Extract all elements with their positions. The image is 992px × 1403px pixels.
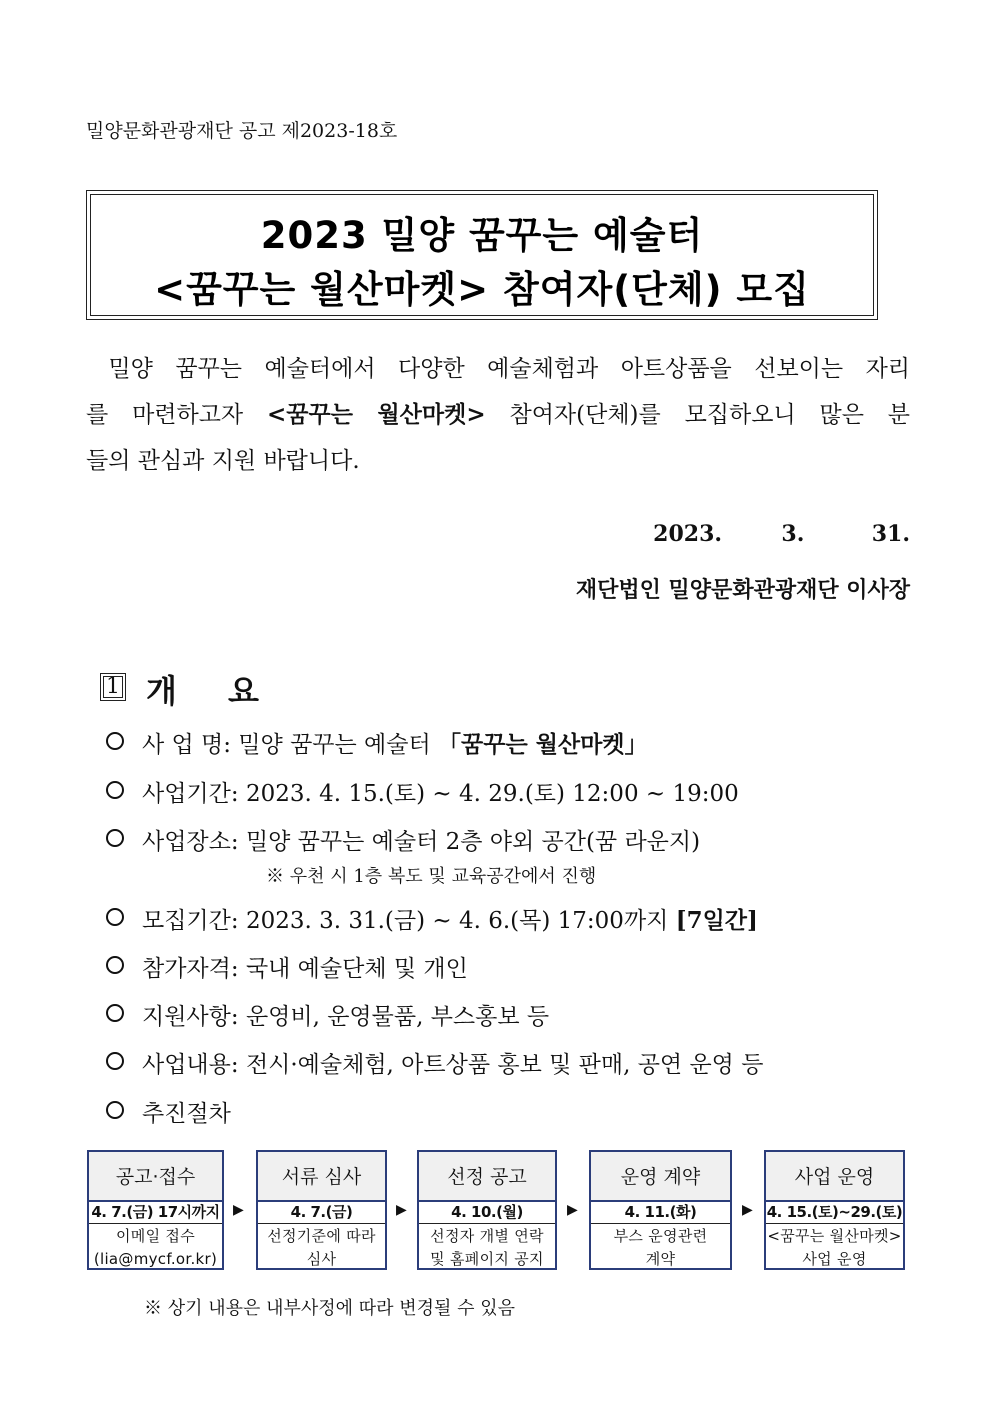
step-desc-1: 선정기준에 따라	[267, 1227, 376, 1245]
step-title: 공고·접수	[89, 1152, 222, 1202]
overview-item-place	[106, 823, 700, 856]
item-label: 사 업 명:	[142, 732, 232, 758]
date-day: 31.	[871, 521, 910, 547]
step-desc-2: (lia@mycf.or.kr)	[93, 1250, 218, 1268]
step-desc-1: 이메일 접수	[115, 1227, 196, 1245]
item-value: 국내 예술단체 및 개인	[245, 956, 468, 982]
step-desc-2: 사업 운영	[802, 1250, 867, 1268]
arrow-right-icon: ▶	[396, 1202, 407, 1218]
circle-bullet-icon	[106, 781, 124, 799]
item-value: 밀양 꿈꾸는 예술터	[238, 732, 439, 758]
overview-item-content	[106, 1046, 763, 1079]
place-note: ※ 우천 시 1층 복도 및 교육공간에서 진행	[266, 866, 597, 887]
notice-number: 밀양문화관광재단 공고 제2023-18호	[86, 120, 398, 142]
intro-text-1: 밀양 꿈꾸는 예술터에서 다양한 예술체험과 아트상품을 선보이는 자리	[108, 356, 911, 382]
overview-item-procedure	[106, 1095, 231, 1128]
title-box	[86, 190, 878, 320]
step-title: 서류 심사	[258, 1152, 385, 1202]
footnote: ※ 상기 내용은 내부사정에 따라 변경될 수 있음	[144, 1298, 516, 1319]
intro-line-1	[86, 354, 910, 384]
item-label: 사업장소:	[142, 829, 239, 855]
overview-item-project	[106, 726, 648, 759]
step-title: 사업 운영	[766, 1152, 903, 1202]
item-label: 사업기간:	[142, 781, 239, 807]
procedure-step	[589, 1150, 732, 1270]
intro-market-name: <꿈꾸는 월산마켓>	[267, 401, 486, 428]
date-year: 2023.	[653, 521, 723, 547]
circle-bullet-icon	[106, 732, 124, 750]
overview-item-qualification	[106, 950, 468, 983]
section-title: 개 요	[146, 672, 279, 710]
step-desc-1: <꿈꾸는 월산마켓>	[767, 1227, 902, 1245]
circle-bullet-icon	[106, 1004, 124, 1022]
circle-bullet-icon	[106, 956, 124, 974]
step-desc-1: 선정자 개별 연락	[430, 1227, 544, 1245]
item-label: 사업내용:	[142, 1052, 239, 1078]
procedure-step	[87, 1150, 224, 1270]
item-label: 추진절차	[142, 1101, 231, 1127]
section-number-text: 1	[106, 674, 120, 699]
item-value: 2023. 3. 31.(금) ~ 4. 6.(목) 17:00까지	[245, 908, 676, 934]
step-title: 운영 계약	[591, 1152, 730, 1202]
intro-text-2a: 를 마련하고자	[86, 402, 267, 428]
item-label: 모집기간:	[142, 908, 239, 934]
notice-date	[653, 521, 910, 547]
circle-bullet-icon	[106, 1052, 124, 1070]
title-line-2: <꿈꾸는 월산마켓> 참여자(단체) 모집	[154, 268, 810, 311]
procedure-step	[764, 1150, 905, 1270]
item-value: 2023. 4. 15.(토) ~ 4. 29.(토) 12:00 ~ 19:00	[245, 781, 739, 807]
overview-item-recruit	[106, 902, 758, 935]
step-date: 4. 11.(화)	[591, 1202, 730, 1224]
overview-item-period	[106, 775, 739, 808]
step-title: 선정 공고	[419, 1152, 555, 1202]
step-desc-2: 심사	[306, 1250, 337, 1268]
item-value: 전시·예술체험, 아트상품 홍보 및 판매, 공연 운영 등	[245, 1052, 764, 1078]
step-desc-2: 계약	[645, 1250, 676, 1268]
item-value: 밀양 꿈꾸는 예술터 2층 야외 공간(꿈 라운지)	[245, 829, 701, 855]
intro-text-2b: 참여자(단체)를 모집하오니 많은 분	[485, 402, 911, 428]
circle-bullet-icon	[106, 908, 124, 926]
circle-bullet-icon	[106, 829, 124, 847]
date-month: 3.	[781, 521, 805, 547]
step-date: 4. 7.(금)	[258, 1202, 385, 1224]
item-label: 참가자격:	[142, 956, 239, 982]
item-value-bold: [7일간]	[675, 907, 758, 934]
item-value: 운영비, 운영물품, 부스홍보 등	[245, 1004, 550, 1030]
overview-item-support	[106, 998, 549, 1031]
title-line-1: 2023 밀양 꿈꾸는 예술터	[260, 214, 704, 257]
procedure-step	[256, 1150, 387, 1270]
section-number	[100, 673, 126, 701]
item-value-bold: 「꿈꾸는 월산마켓」	[438, 732, 648, 758]
item-label: 지원사항:	[142, 1004, 239, 1030]
intro-line-3: 들의 관심과 지원 바랍니다.	[86, 448, 360, 474]
arrow-right-icon: ▶	[233, 1202, 244, 1218]
procedure-step	[417, 1150, 557, 1270]
step-desc-1: 부스 운영관련	[613, 1227, 708, 1245]
step-date: 4. 15.(토)~29.(토)	[766, 1202, 903, 1224]
arrow-right-icon: ▶	[742, 1202, 753, 1218]
intro-line-2	[86, 400, 910, 430]
step-date: 4. 7.(금) 17시까지	[89, 1202, 222, 1224]
step-date: 4. 10.(월)	[419, 1202, 555, 1224]
step-desc-2: 및 홈페이지 공지	[430, 1250, 544, 1268]
circle-bullet-icon	[106, 1101, 124, 1119]
arrow-right-icon: ▶	[567, 1202, 578, 1218]
signer: 재단법인 밀양문화관광재단 이사장	[575, 577, 910, 603]
